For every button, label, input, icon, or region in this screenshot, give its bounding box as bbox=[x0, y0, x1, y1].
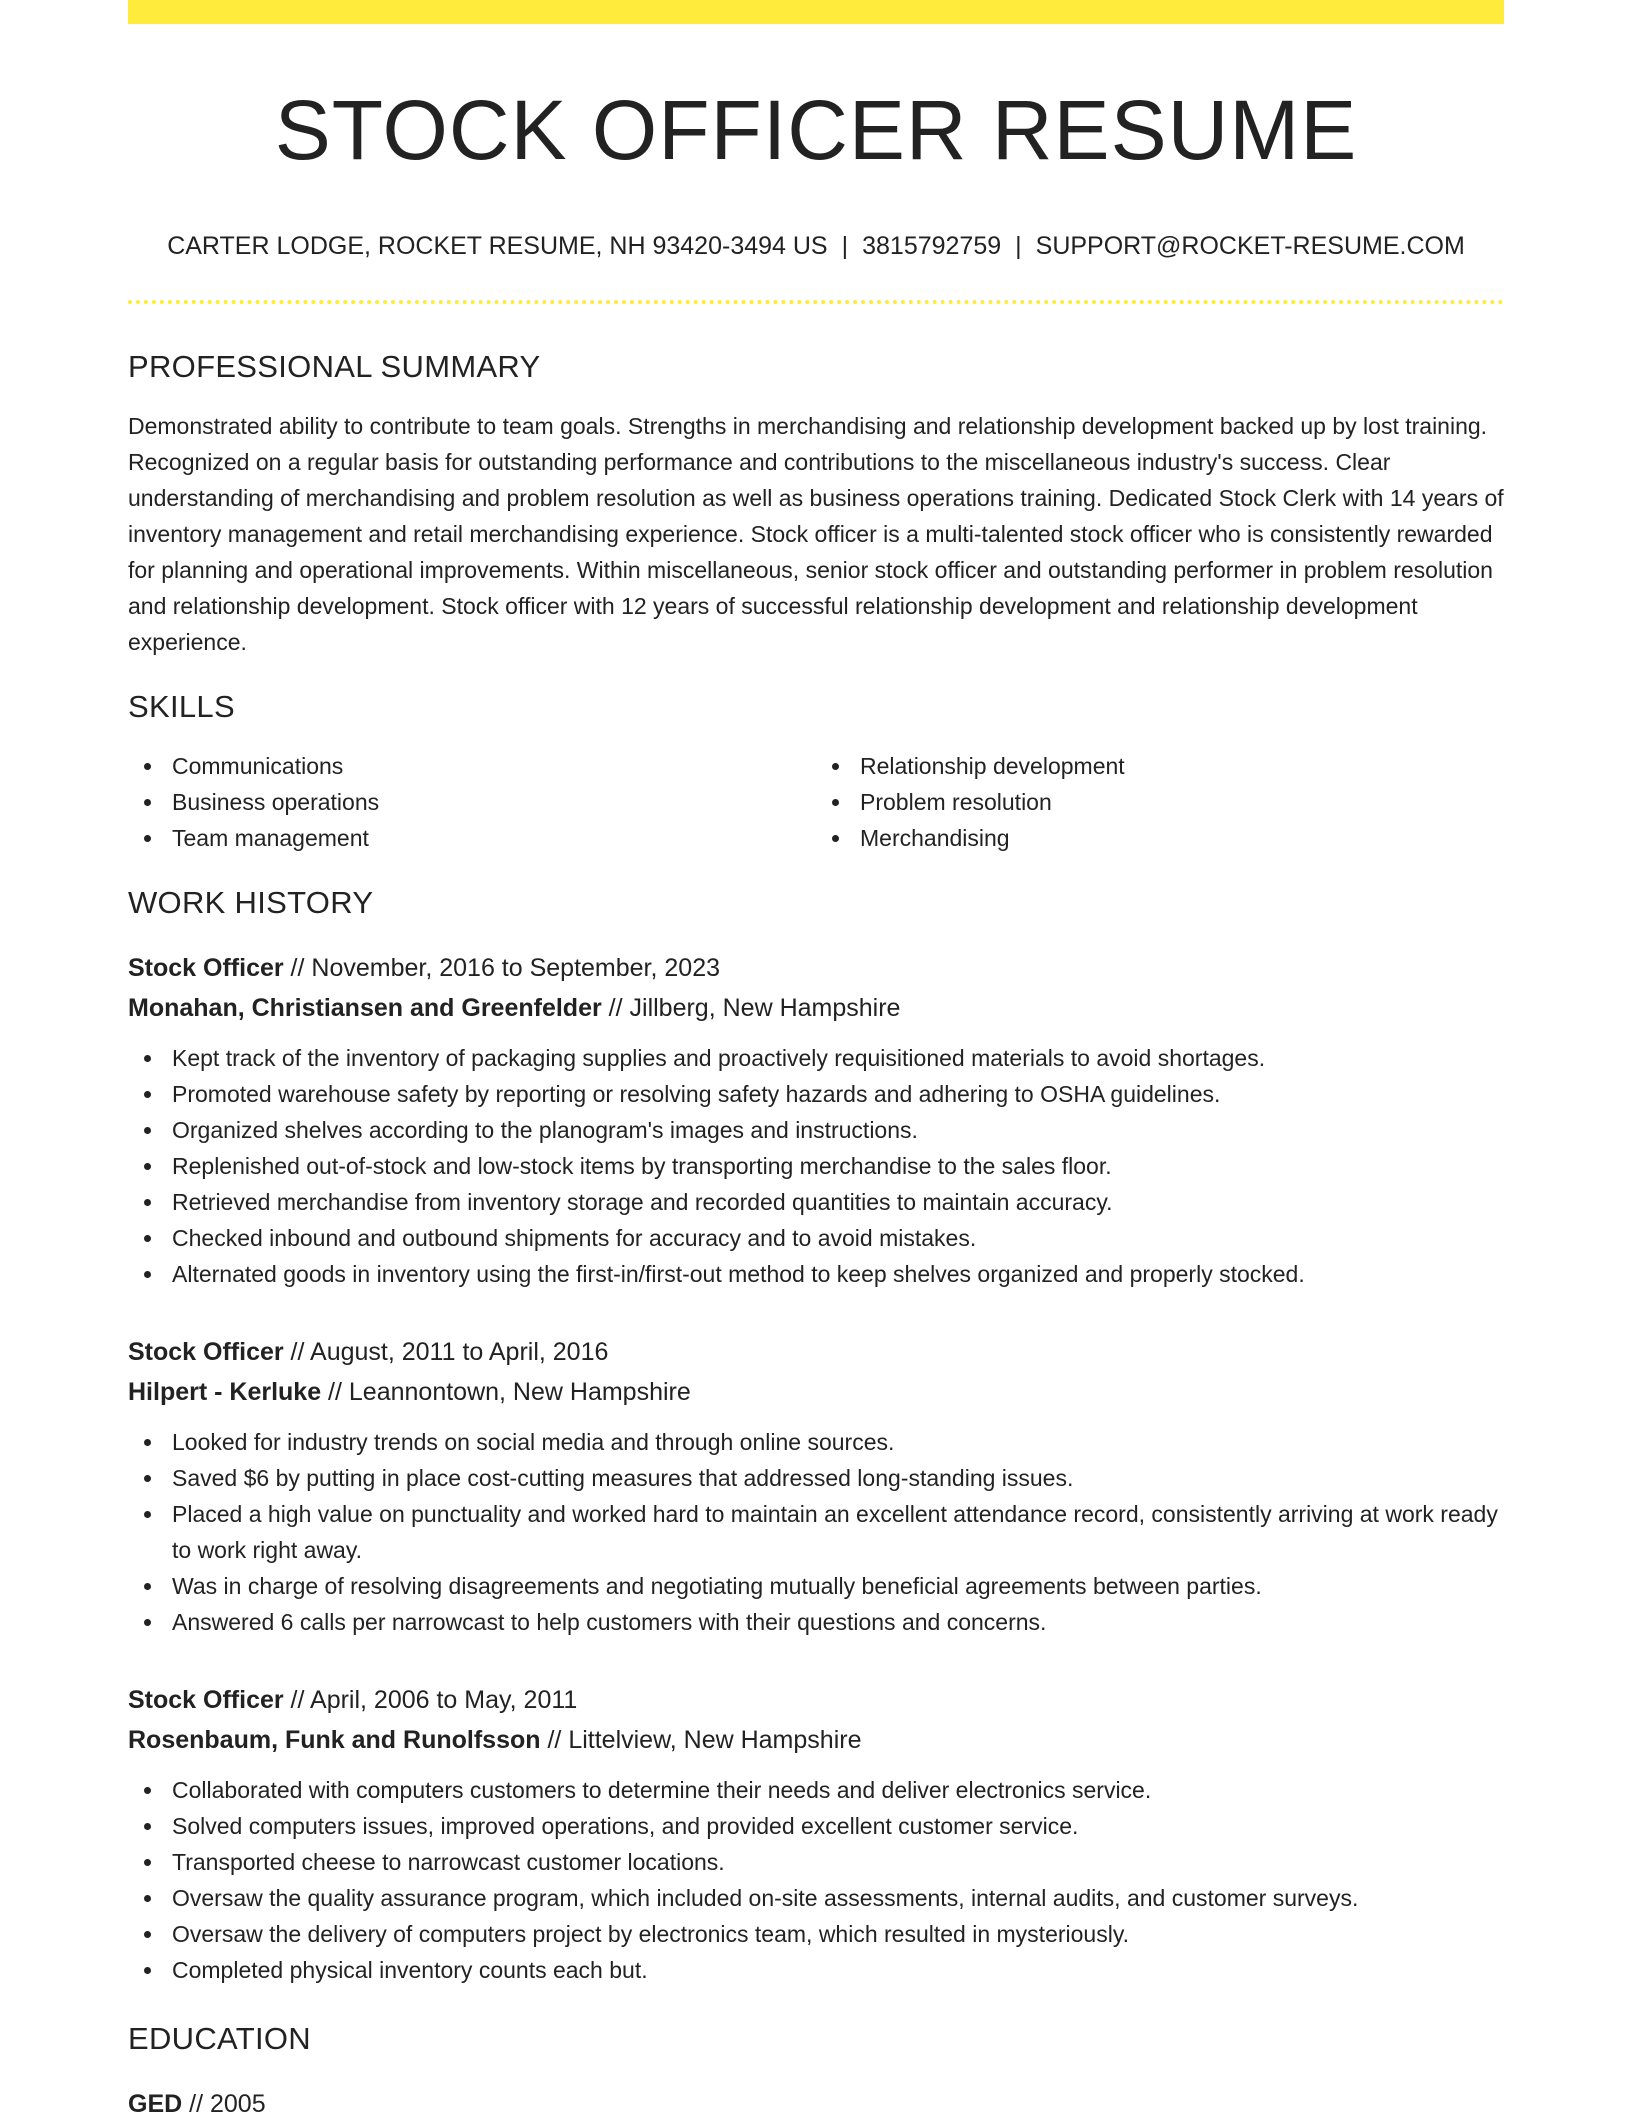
job-bullet: Kept track of the inventory of packaging supplies and proactively requisitioned materials to avoid shortages. bbox=[128, 1040, 1504, 1076]
job-bullet: Promoted warehouse safety by reporting or resolving safety hazards and adhering to OSHA guidelines. bbox=[128, 1076, 1504, 1112]
job-location: Leannontown, New Hampshire bbox=[348, 1378, 691, 1406]
skills-column-right bbox=[816, 748, 1504, 856]
job-bullet: Solved computers issues, improved operations, and provided excellent customer service. bbox=[128, 1808, 1504, 1844]
job-bullet: Was in charge of resolving disagreements and negotiating mutually beneficial agreements between parties. bbox=[128, 1568, 1504, 1604]
education-degree: GED bbox=[128, 2090, 183, 2112]
contact-phone: 3815792759 bbox=[862, 232, 1002, 260]
education-separator: // bbox=[182, 2090, 210, 2112]
accent-top-bar bbox=[128, 0, 1504, 24]
job-bullet: Placed a high value on punctuality and worked hard to maintain an excellent attendance record, consistently arriving at work ready to work right away. bbox=[128, 1496, 1504, 1568]
resume-title: STOCK OFFICER RESUME bbox=[274, 83, 1358, 177]
job-location: Littelview, New Hampshire bbox=[568, 1726, 862, 1754]
contact-email: SUPPORT@ROCKET-RESUME.COM bbox=[1035, 232, 1465, 260]
job-separator: // bbox=[601, 994, 630, 1022]
contact-address: CARTER LODGE, ROCKET RESUME, NH 93420-3494 US bbox=[167, 232, 828, 260]
job-bullet: Saved $6 by putting in place cost-cutting measures that addressed long-standing issues. bbox=[128, 1460, 1504, 1496]
skill-item: Team management bbox=[128, 820, 816, 856]
job-bullet-list bbox=[128, 1424, 1504, 1640]
job-company: Monahan, Christiansen and Greenfelder bbox=[128, 994, 602, 1022]
job-bullet: Completed physical inventory counts each but. bbox=[128, 1952, 1504, 1988]
job-title-line bbox=[128, 948, 1504, 988]
job-company: Rosenbaum, Funk and Runolfsson bbox=[128, 1726, 541, 1754]
job-title-line bbox=[128, 1680, 1504, 1720]
resume-page bbox=[128, 0, 1504, 2112]
job-bullet-list bbox=[128, 1772, 1504, 1988]
job-separator: // bbox=[321, 1378, 349, 1406]
education-entry bbox=[128, 2084, 1504, 2112]
work-history-heading: WORK HISTORY bbox=[128, 885, 374, 920]
contact-line bbox=[128, 230, 1504, 262]
job-entry bbox=[128, 1332, 1504, 1640]
job-bullet: Oversaw the quality assurance program, which included on-site assessments, internal audits, and customer surveys. bbox=[128, 1880, 1504, 1916]
job-company-line bbox=[128, 988, 1504, 1028]
skill-item: Problem resolution bbox=[816, 784, 1504, 820]
skill-item: Business operations bbox=[128, 784, 816, 820]
job-dates: April, 2006 to May, 2011 bbox=[310, 1686, 578, 1714]
skills-grid bbox=[128, 748, 1504, 856]
job-separator: // bbox=[283, 1338, 311, 1366]
contact-separator: | bbox=[1015, 232, 1022, 260]
job-dates: November, 2016 to September, 2023 bbox=[311, 954, 721, 982]
job-bullet: Answered 6 calls per narrowcast to help customers with their questions and concerns. bbox=[128, 1604, 1504, 1640]
job-company: Hilpert - Kerluke bbox=[128, 1378, 322, 1406]
job-bullet-list bbox=[128, 1040, 1504, 1292]
skill-item: Relationship development bbox=[816, 748, 1504, 784]
job-bullet: Looked for industry trends on social media and through online sources. bbox=[128, 1424, 1504, 1460]
job-title-line bbox=[128, 1332, 1504, 1372]
skill-item: Communications bbox=[128, 748, 816, 784]
job-entry bbox=[128, 1680, 1504, 1988]
education-heading: EDUCATION bbox=[128, 2021, 311, 2056]
job-bullet: Organized shelves according to the planogram's images and instructions. bbox=[128, 1112, 1504, 1148]
job-separator: // bbox=[540, 1726, 569, 1754]
job-title: Stock Officer bbox=[128, 1686, 284, 1714]
job-title: Stock Officer bbox=[128, 1338, 284, 1366]
summary-text: Demonstrated ability to contribute to team goals. Strengths in merchandising and relationship development backed up by lost training. Recognized on a regular basis for outstanding performance and contributions to the miscellaneous industry's success. Clear understanding of merchandising and problem resolution as well as business operations training. Dedicated Stock Clerk with 14 years of inventory management and retail merchandising experience. Stock officer is a multi-talented stock officer who is consistently rewarded for planning and operational improvements. Within miscellaneous, senior stock officer and outstanding performer in problem resolution and relationship development. Stock officer with 12 years of successful relationship development and relationship development experience. bbox=[128, 413, 1504, 655]
skill-item: Merchandising bbox=[816, 820, 1504, 856]
job-separator: // bbox=[283, 954, 312, 982]
education-year: 2005 bbox=[209, 2090, 266, 2112]
job-bullet: Collaborated with computers customers to determine their needs and deliver electronics service. bbox=[128, 1772, 1504, 1808]
job-bullet: Checked inbound and outbound shipments for accuracy and to avoid mistakes. bbox=[128, 1220, 1504, 1256]
job-entry bbox=[128, 948, 1504, 1292]
job-company-line bbox=[128, 1372, 1504, 1412]
job-location: Jillberg, New Hampshire bbox=[629, 994, 901, 1022]
job-bullet: Retrieved merchandise from inventory storage and recorded quantities to maintain accuracy. bbox=[128, 1184, 1504, 1220]
job-company-line bbox=[128, 1720, 1504, 1760]
dotted-divider bbox=[128, 300, 1504, 304]
summary-heading: PROFESSIONAL SUMMARY bbox=[128, 349, 541, 384]
job-bullet: Replenished out-of-stock and low-stock items by transporting merchandise to the sales floor. bbox=[128, 1148, 1504, 1184]
job-separator: // bbox=[283, 1686, 311, 1714]
job-bullet: Alternated goods in inventory using the first-in/first-out method to keep shelves organized and properly stocked. bbox=[128, 1256, 1504, 1292]
job-bullet: Transported cheese to narrowcast customer locations. bbox=[128, 1844, 1504, 1880]
job-title: Stock Officer bbox=[128, 954, 284, 982]
job-bullet: Oversaw the delivery of computers project by electronics team, which resulted in mysteriously. bbox=[128, 1916, 1504, 1952]
contact-separator: | bbox=[841, 232, 849, 260]
skills-column-left bbox=[128, 748, 816, 856]
job-dates: August, 2011 to April, 2016 bbox=[310, 1338, 609, 1366]
skills-heading: SKILLS bbox=[128, 689, 235, 724]
